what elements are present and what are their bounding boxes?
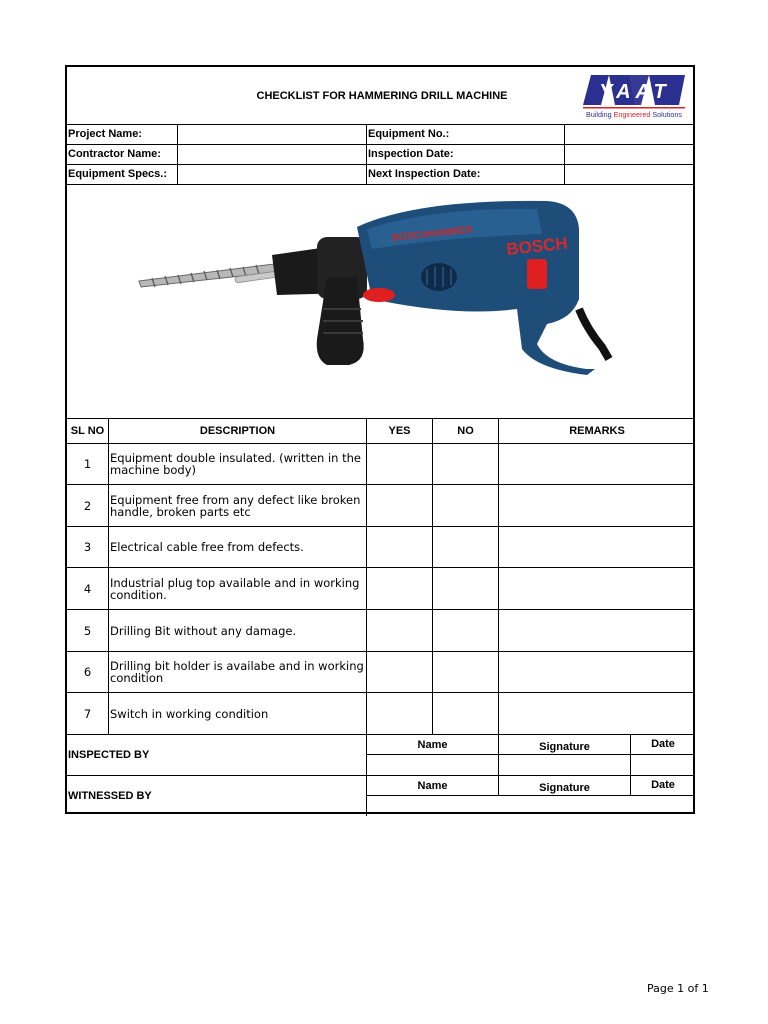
witnessed-signature-header: Signature — [539, 781, 590, 794]
inspected-name-header: Name — [417, 738, 448, 751]
logo-letters: YAAT — [599, 81, 671, 103]
row-5-no-cell[interactable] — [433, 610, 498, 651]
project-name-field[interactable] — [178, 125, 365, 144]
page-title: CHECKLIST FOR HAMMERING DRILL MACHINE — [256, 89, 508, 102]
row-4-yes-cell[interactable] — [367, 568, 432, 609]
hammer-drill-image — [117, 189, 647, 414]
row-5-remarks-cell[interactable] — [499, 610, 695, 651]
row-3-yes-cell[interactable] — [367, 527, 432, 567]
contractor-name-field[interactable] — [178, 145, 365, 164]
row-5-description: Drilling Bit without any damage. — [110, 623, 297, 638]
row-2-sl: 2 — [83, 498, 92, 513]
col-header-yes: YES — [388, 425, 411, 437]
contractor-name-label: Contractor Name: — [68, 148, 161, 160]
equipment-specs-field[interactable] — [178, 165, 365, 184]
row-1-remarks-cell[interactable] — [499, 444, 695, 484]
inspection-date-label: Inspection Date: — [368, 148, 454, 160]
inspected-name-field[interactable] — [367, 755, 498, 775]
row-4-no-cell[interactable] — [433, 568, 498, 609]
row-2-yes-cell[interactable] — [367, 485, 432, 526]
inspection-date-field[interactable] — [565, 145, 695, 164]
row-6-yes-cell[interactable] — [367, 652, 432, 692]
row-6-sl: 6 — [83, 665, 92, 679]
equipment-no-label: Equipment No.: — [368, 128, 450, 140]
row-6-no-cell[interactable] — [433, 652, 498, 692]
row-7-no-cell[interactable] — [433, 693, 498, 734]
next-inspection-date-field[interactable] — [565, 165, 695, 184]
row-1-yes-cell[interactable] — [367, 444, 432, 484]
row-7-sl: 7 — [83, 706, 92, 721]
row-7-remarks-cell[interactable] — [499, 693, 695, 734]
col-header-no: NO — [457, 425, 474, 437]
row-1-sl: 1 — [83, 457, 92, 471]
row-5-sl: 5 — [83, 623, 92, 638]
col-header-description: DESCRIPTION — [199, 425, 276, 437]
row-7-yes-cell[interactable] — [367, 693, 432, 734]
inspected-by-label: INSPECTED BY — [68, 749, 150, 761]
row-1-description: Equipment double insulated. (written in the machine body) — [110, 451, 361, 477]
inspected-date-field[interactable] — [631, 755, 695, 775]
drill-brand-text: BOSCH — [505, 233, 569, 259]
row-1-no-cell[interactable] — [433, 444, 498, 484]
row-3-no-cell[interactable] — [433, 527, 498, 567]
yaat-logo — [579, 73, 689, 121]
row-2-description: Equipment free from any defect like broken handle, broken parts etc — [110, 492, 361, 519]
row-6-remarks-cell[interactable] — [499, 652, 695, 692]
row-3-remarks-cell[interactable] — [499, 527, 695, 567]
row-4-sl: 4 — [83, 581, 92, 596]
page-number: Page 1 of 1 — [647, 982, 709, 995]
inspected-date-header: Date — [651, 737, 675, 750]
row-2-remarks-cell[interactable] — [499, 485, 695, 526]
checklist-sheet — [65, 65, 695, 814]
equipment-no-field[interactable] — [565, 125, 695, 144]
witnessed-by-label: WITNESSED BY — [68, 790, 152, 802]
equipment-specs-label: Equipment Specs.: — [68, 168, 168, 180]
next-inspection-date-label: Next Inspection Date: — [368, 168, 481, 180]
row-5-yes-cell[interactable] — [367, 610, 432, 651]
witnessed-entry-field[interactable] — [367, 796, 695, 814]
witnessed-name-header: Name — [417, 779, 448, 792]
row-4-remarks-cell[interactable] — [499, 568, 695, 609]
row-6-description: Drilling bit holder is availabe and in working condition — [110, 659, 364, 685]
drill-model-text: BOSCHHAMMER — [391, 224, 473, 244]
row-7-description: Switch in working condition — [110, 706, 269, 721]
witnessed-date-header: Date — [651, 778, 675, 791]
row-2-no-cell[interactable] — [433, 485, 498, 526]
col-header-remarks: REMARKS — [569, 425, 625, 437]
inspected-signature-header: Signature — [539, 740, 590, 753]
logo-tagline: Building Engineered Solutions — [586, 110, 682, 119]
row-4-description: Industrial plug top available and in working condition. — [110, 575, 360, 602]
row-3-description: Electrical cable free from defects. — [110, 540, 304, 554]
project-name-label: Project Name: — [68, 128, 142, 140]
col-header-sl-no: SL NO — [70, 425, 105, 437]
row-3-sl: 3 — [83, 540, 92, 554]
inspected-signature-field[interactable] — [499, 755, 630, 775]
